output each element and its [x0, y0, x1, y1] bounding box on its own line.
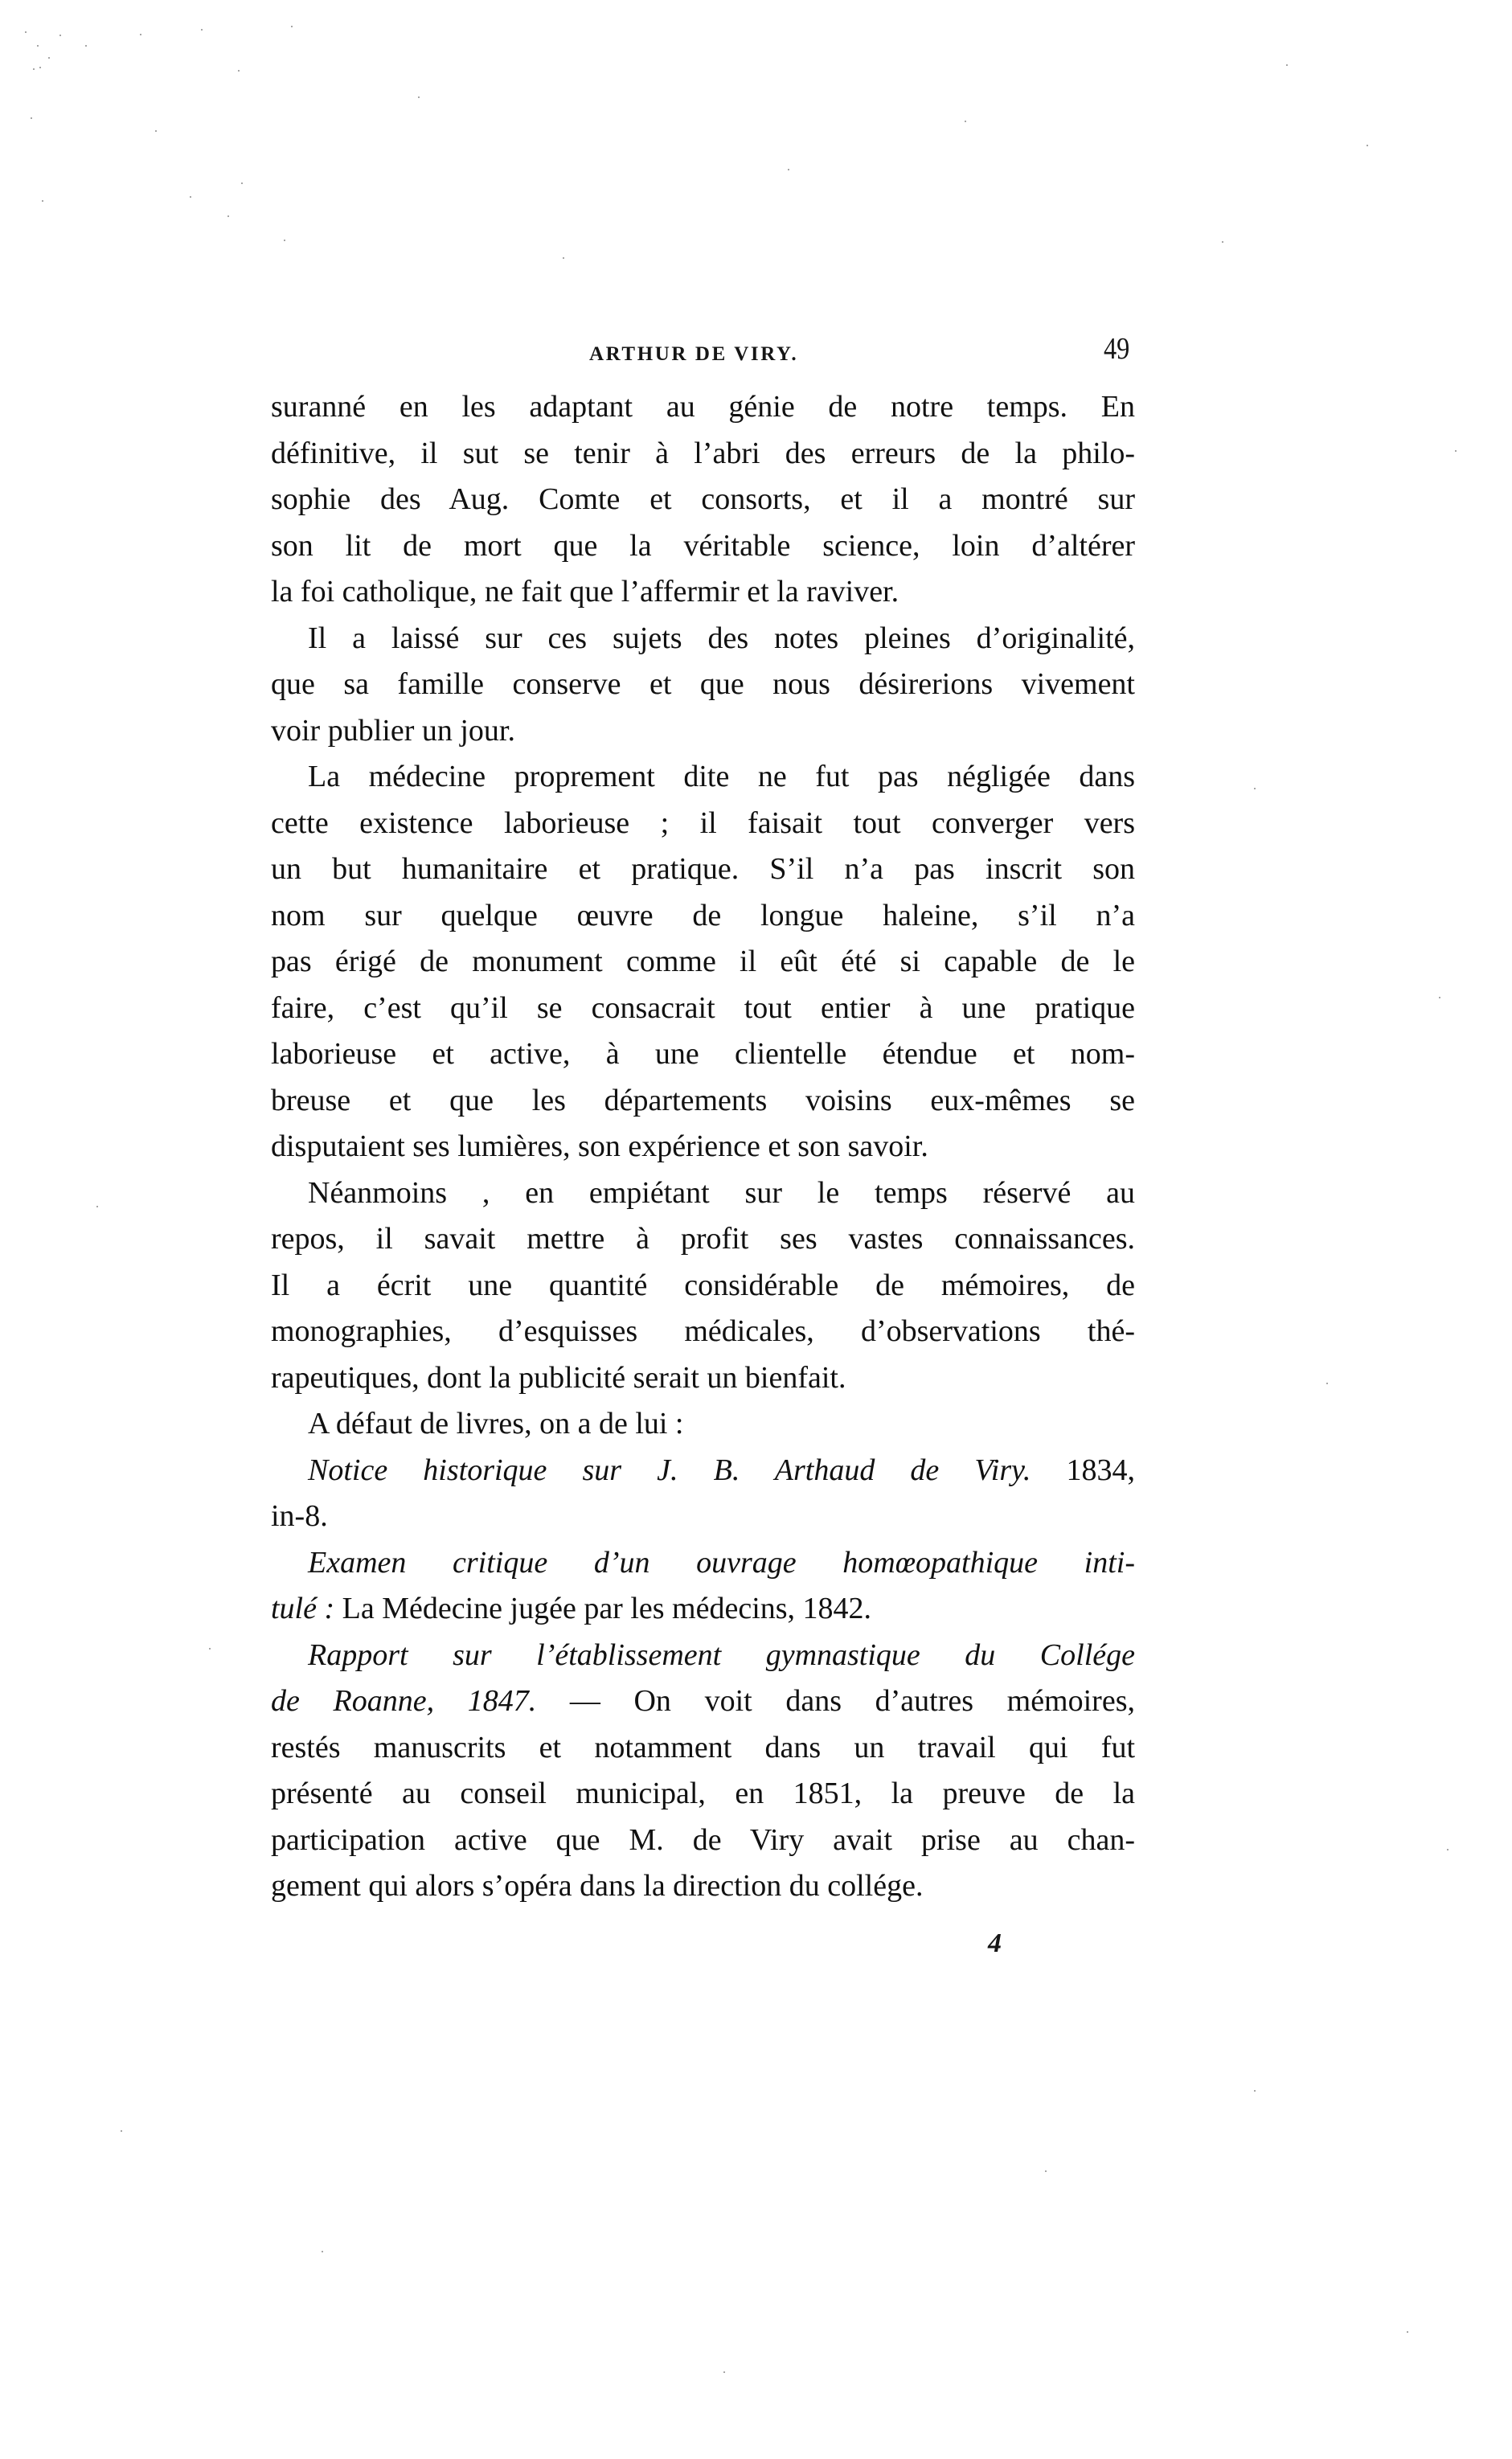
text-segment: A défaut de livres, on a de lui :: [308, 1407, 684, 1441]
text-segment: un but humanitaire et pratique. S’il n’a pas inscrit son: [271, 852, 1135, 886]
text-line: [271, 1216, 1135, 1263]
text-line: [271, 477, 1135, 523]
scan-speck: [85, 45, 87, 47]
body-text: [271, 384, 1135, 1910]
text-line: [271, 1494, 1135, 1540]
scan-speck: [1367, 145, 1368, 146]
text-line: [271, 754, 1135, 801]
scan-speck: [238, 70, 240, 72]
scan-speck: [1407, 2331, 1408, 2333]
text-segment: laborieuse et active, à une clientelle étendue et nom-: [271, 1037, 1135, 1071]
text-segment: in-8.: [271, 1499, 328, 1533]
text-segment: pas érigé de monument comme il eût été si capable de le: [271, 945, 1135, 978]
scan-speck: [39, 67, 41, 68]
text-segment: La médecine proprement dite ne fut pas négligée dans: [308, 760, 1135, 793]
scan-speck: [1254, 788, 1256, 789]
scan-speck: [59, 35, 61, 36]
text-segment: disputaient ses lumières, son expérience et son savoir.: [271, 1129, 928, 1163]
text-segment: monographies, d’esquisses médicales, d’observations thé-: [271, 1314, 1135, 1348]
text-segment: que sa famille conserve et que nous désirerions vivement: [271, 667, 1135, 701]
text-segment: nom sur quelque œuvre de longue haleine, s’il n’a: [271, 898, 1135, 932]
text-segment: participation active que M. de Viry avait prise au chan-: [271, 1822, 1135, 1857]
text-segment: gement qui alors s’opéra dans la direction du collége.: [271, 1869, 924, 1903]
text-segment: voir publier un jour.: [271, 713, 515, 748]
text-segment: repos, il savait mettre à profit ses vastes connaissances.: [271, 1222, 1135, 1256]
scan-speck: [227, 215, 229, 217]
text-line: [271, 1401, 1135, 1448]
text-segment: son lit de mort que la véritable science, loin d’altérer: [271, 528, 1135, 563]
text-segment: La Médecine jugée par les médecins, 1842.: [334, 1592, 872, 1625]
text-segment: cette existence laborieuse ; il faisait tout converger vers: [271, 805, 1135, 840]
scan-speck: [1045, 2170, 1047, 2172]
text-line: [271, 939, 1135, 986]
text-line: [271, 1633, 1135, 1679]
page-number: 49: [1104, 332, 1130, 366]
text-line: [271, 846, 1135, 893]
text-segment: breuse et que les départements voisins eux-mêmes se: [271, 1083, 1135, 1117]
scan-speck: [322, 2251, 323, 2252]
text-line: [271, 1263, 1135, 1309]
italic-segment: Examen critique d’un ouvrage homœopathique inti-: [308, 1545, 1135, 1580]
text-line: [271, 569, 1135, 616]
scan-speck: [96, 1206, 98, 1207]
scan-speck: [42, 200, 43, 202]
scan-speck: [1222, 241, 1223, 243]
scan-speck: [1286, 64, 1288, 66]
text-line: [271, 1771, 1135, 1818]
text-segment: sophie des Aug. Comte et consorts, et il a montré sur: [271, 482, 1135, 516]
text-line: [271, 662, 1135, 708]
text-line: [271, 1355, 1135, 1402]
text-segment: Il a écrit une quantité considérable de mémoires, de: [271, 1268, 1135, 1302]
scan-speck: [284, 240, 285, 241]
scan-speck: [965, 121, 966, 122]
text-segment: 1834,: [1031, 1453, 1135, 1487]
text-segment: Néanmoins , en empiétant sur le temps réservé au: [308, 1175, 1135, 1210]
text-segment: la foi catholique, ne fait que l’affermir et la raviver.: [271, 575, 899, 609]
scan-speck: [1447, 1849, 1448, 1850]
scan-speck: [121, 2130, 122, 2132]
scan-speck: [1326, 1383, 1328, 1384]
scan-speck: [1439, 997, 1440, 998]
text-line: [271, 1078, 1135, 1125]
text-line: [271, 1725, 1135, 1772]
text-segment: Il a laissé sur ces sujets des notes pleines d’originalité,: [308, 621, 1135, 655]
text-segment: restés manuscrits et notamment dans un travail qui fut: [271, 1730, 1135, 1764]
text-line: [271, 1031, 1135, 1078]
scan-speck: [418, 96, 420, 98]
text-line: [271, 523, 1135, 570]
scan-speck: [563, 257, 564, 259]
text-line: [271, 801, 1135, 847]
scan-speck: [190, 196, 191, 198]
italic-segment: Notice historique sur J. B. Arthaud de Viry.: [308, 1453, 1031, 1487]
text-line: [271, 1863, 1135, 1910]
text-line: [271, 1309, 1135, 1355]
scan-speck: [37, 45, 39, 47]
text-segment: définitive, il sut se tenir à l’abri des erreurs de la philo-: [271, 436, 1135, 470]
text-line: [271, 986, 1135, 1032]
scan-speck: [209, 1648, 211, 1650]
scan-speck: [140, 34, 141, 35]
text-line: [271, 708, 1135, 755]
scan-speck: [33, 68, 35, 70]
italic-segment: Rapport sur l’établissement gymnastique du Collége: [308, 1637, 1135, 1672]
text-line: [271, 1448, 1135, 1494]
text-line: [271, 1586, 1135, 1633]
scan-speck: [241, 182, 243, 184]
scan-speck: [1254, 2090, 1256, 2092]
scan-speck: [48, 57, 50, 59]
text-segment: présenté au conseil municipal, en 1851, la preuve de la: [271, 1777, 1135, 1810]
text-line: [271, 893, 1135, 940]
text-line: [271, 1540, 1135, 1587]
text-line: [271, 1818, 1135, 1864]
scan-speck: [25, 31, 27, 33]
scan-speck: [788, 169, 789, 170]
scan-speck: [291, 26, 293, 27]
text-segment: — On voit dans d’autres mémoires,: [536, 1684, 1135, 1718]
italic-segment: de Roanne, 1847.: [271, 1684, 537, 1718]
scan-speck: [201, 29, 203, 31]
running-head: ARTHUR DE VIRY.: [589, 343, 799, 365]
scan-speck: [31, 117, 32, 119]
text-line: [271, 431, 1135, 477]
text-line: [271, 1124, 1135, 1170]
scan-speck: [155, 130, 157, 132]
text-segment: rapeutiques, dont la publicité serait un bienfait.: [271, 1360, 846, 1395]
text-line: [271, 616, 1135, 662]
text-segment: suranné en les adaptant au génie de notre temps. En: [271, 390, 1135, 424]
text-segment: faire, c’est qu’il se consacrait tout entier à une pratique: [271, 990, 1135, 1025]
signature-mark: 4: [988, 1928, 1002, 1958]
text-line: [271, 1170, 1135, 1217]
italic-segment: tulé :: [271, 1592, 335, 1625]
text-line: [271, 1678, 1135, 1725]
text-line: [271, 384, 1135, 431]
scan-speck: [723, 2371, 725, 2373]
scan-speck: [1455, 450, 1457, 452]
